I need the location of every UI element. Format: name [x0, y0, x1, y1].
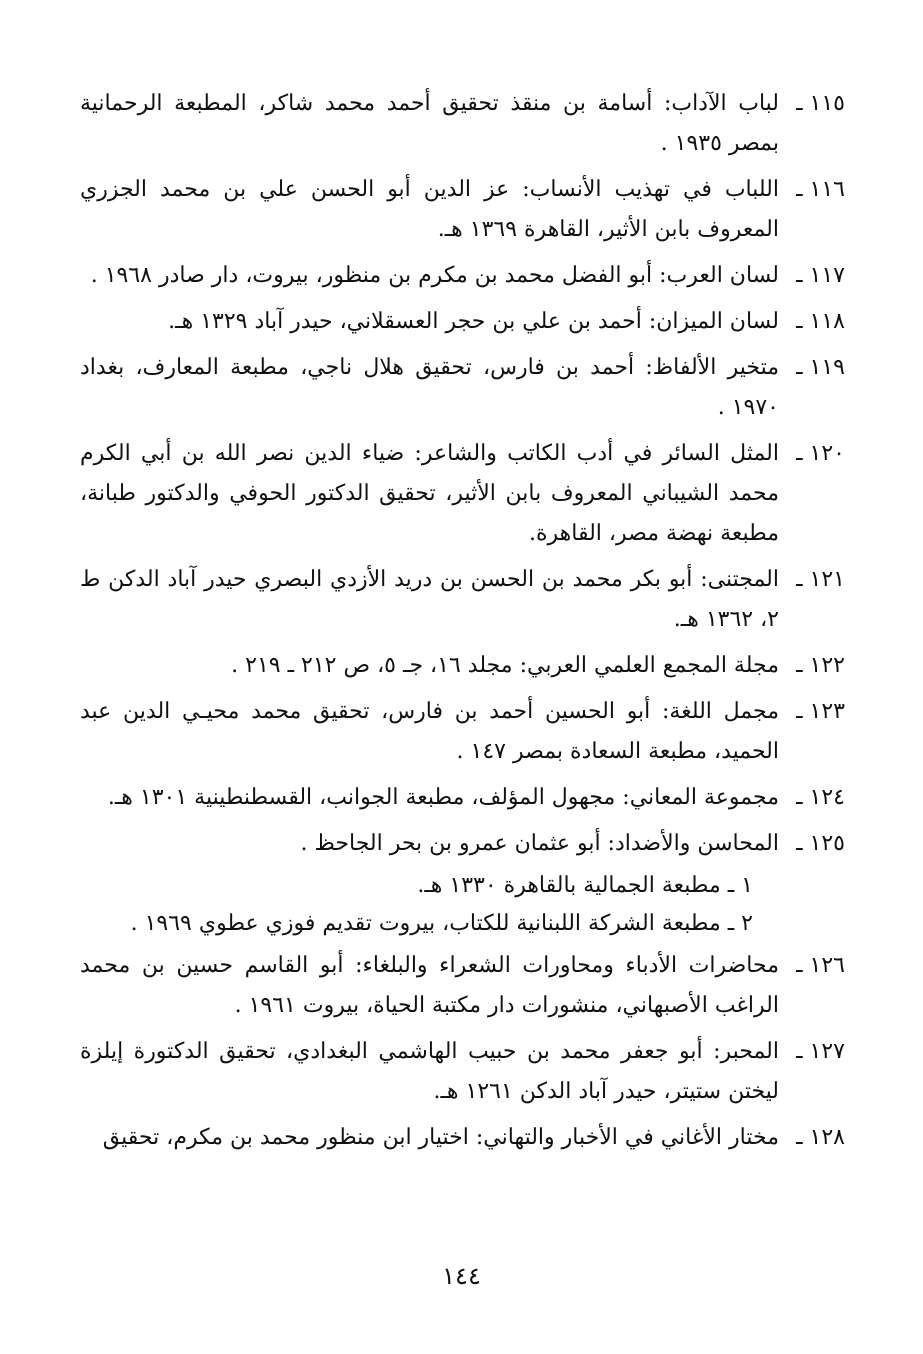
entry-number: ١١٧ ـ	[796, 263, 845, 288]
entry-text: لسان الميزان: أحمد بن علي بن حجر العسقلاني، حيدر آباد ١٣٢٩ هـ.	[168, 309, 779, 334]
page-number: ١٤٤	[442, 1262, 481, 1290]
entry-number: ١١٨ ـ	[796, 309, 845, 334]
entry-text: المجتنى: أبو بكر محمد بن الحسن بن دريد الأزدي البصري حيدر آباد الدكن ط ٢، ١٣٦٢ هـ.	[80, 567, 779, 632]
entry-text: لباب الآداب: أسامة بن منقذ تحقيق أحمد محمد شاكر، المطبعة الرحمانية بمصر ١٩٣٥ .	[80, 91, 779, 156]
bibliography-entry-125	[80, 824, 845, 864]
entry-number: ١٢١ ـ	[796, 567, 845, 592]
entry-number: ١٢٤ ـ	[796, 785, 845, 810]
entry-number: ١٢٠ ـ	[796, 441, 845, 466]
entry-number: ١٢٦ ـ	[796, 953, 845, 978]
entry-number: ١٢٨ ـ	[796, 1125, 845, 1150]
entry-text: مختار الأغاني في الأخبار والتهاني: اختيار ابن منظور محمد بن مكرم، تحقيق	[102, 1125, 779, 1150]
bibliography-entry-115	[80, 84, 845, 164]
entry-text: مجمل اللغة: أبو الحسين أحمد بن فارس، تحقيق محمد محيـي الدين عبد الحميد، مطبعة السعادة بمصر ١٤٧ .	[80, 699, 779, 764]
bibliography-entry-117	[80, 256, 845, 296]
entry-text: محاضرات الأدباء ومحاورات الشعراء والبلغاء: أبو القاسم حسين بن محمد الراغب الأصبهاني، منشورات دار مكتبة الحياة، بيروت ١٩٦١ .	[80, 953, 779, 1018]
entry-number: ١٢٧ ـ	[796, 1039, 845, 1064]
bibliography-entry-121	[80, 560, 845, 640]
edition-line-2: ٢ ـ مطبعة الشركة اللبنانية للكتاب، بيروت تقديم فوزي عطوي ١٩٦٩ .	[130, 911, 753, 936]
entry-number: ١٢٢ ـ	[796, 653, 845, 678]
entry-text: المحاسن والأضداد: أبو عثمان عمرو بن بحر الجاحظ .	[300, 831, 779, 856]
entry-number: ١١٦ ـ	[796, 177, 845, 202]
entry-text: مجلة المجمع العلمي العربي: مجلد ١٦، جـ ٥، ص ٢١٢ ـ ٢١٩ .	[231, 653, 779, 678]
bibliography-entry-122	[80, 646, 845, 686]
edition-line-1: ١ ـ مطبعة الجمالية بالقاهرة ١٣٣٠ هـ.	[417, 873, 753, 898]
bibliography-entry-116	[80, 170, 845, 250]
bibliography-entry-126	[80, 946, 845, 1026]
bibliography-entry-124	[80, 778, 845, 818]
entry-text: لسان العرب: أبو الفضل محمد بن مكرم بن منظور، بيروت، دار صادر ١٩٦٨ .	[90, 263, 779, 288]
entry-number: ١٢٣ ـ	[796, 699, 845, 724]
entry-number: ١١٩ ـ	[796, 355, 845, 380]
entry-text: المحبر: أبو جعفر محمد بن حبيب الهاشمي البغدادي، تحقيق الدكتورة إيلزة ليختن ستيتر، حيدر آباد الدكن ١٢٦١ هـ.	[80, 1039, 779, 1104]
bibliography-entry-123	[80, 692, 845, 772]
bibliography-entry-118	[80, 302, 845, 342]
entry-number: ١٢٥ ـ	[796, 831, 845, 856]
entry-text: متخير الألفاظ: أحمد بن فارس، تحقيق هلال ناجي، مطبعة المعارف، بغداد ١٩٧٠ .	[80, 355, 779, 420]
bibliography-entry-128	[80, 1118, 845, 1158]
bibliography-list	[80, 84, 845, 1264]
bibliography-entry-120	[80, 434, 845, 554]
entry-text: اللباب في تهذيب الأنساب: عز الدين أبو الحسن علي بن محمد الجزري المعروف بابن الأثير، القاهرة ١٣٦٩ هـ.	[80, 177, 779, 242]
entry-text: المثل السائر في أدب الكاتب والشاعر: ضياء الدين نصر الله بن أبي الكرم محمد الشيباني المعروف بابن الأثير، تحقيق الدكتور الحوفي والدكتور طبانة، مطبعة نهضة مصر، القاهرة.	[80, 441, 779, 546]
entry-number: ١١٥ ـ	[796, 91, 845, 116]
bibliography-entry-119	[80, 348, 845, 428]
bibliography-entry-127	[80, 1032, 845, 1112]
entry-text: مجموعة المعاني: مجهول المؤلف، مطبعة الجوانب، القسطنطينية ١٣٠١ هـ.	[107, 785, 779, 810]
